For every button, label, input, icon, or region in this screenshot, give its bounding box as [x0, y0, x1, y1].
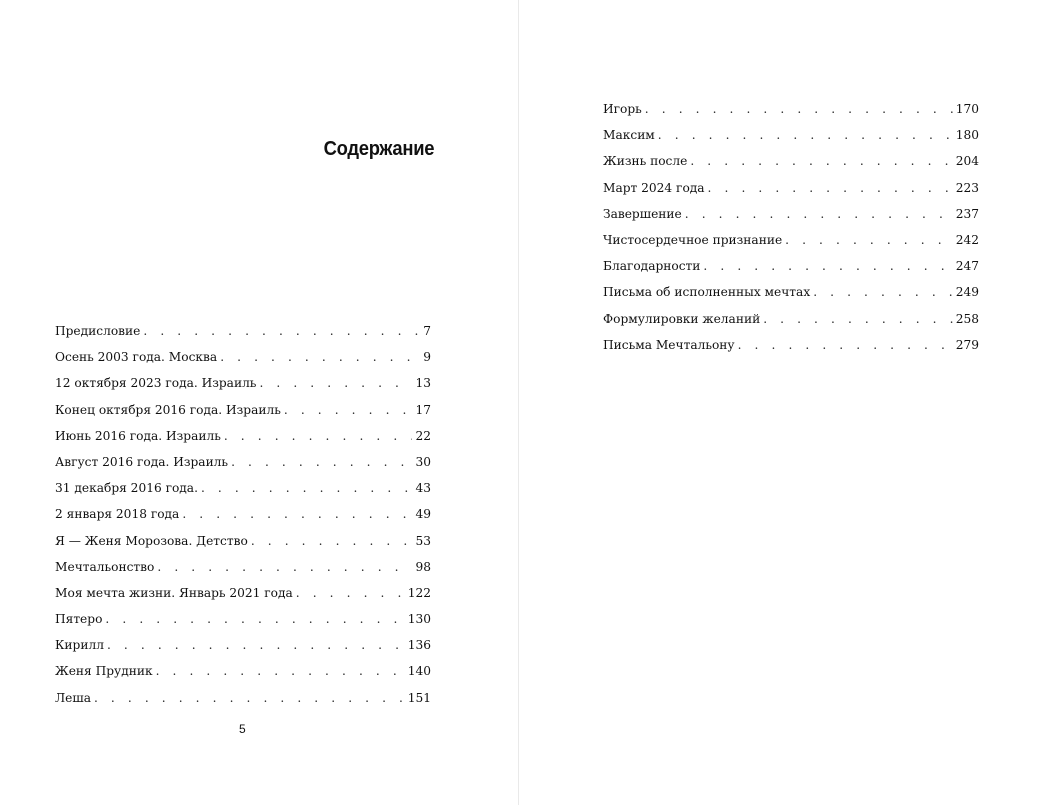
toc-entry-page: 170	[955, 102, 979, 116]
right-page	[519, 0, 1037, 805]
toc-entry	[55, 528, 431, 554]
toc-entry	[603, 306, 979, 332]
dot-leader	[708, 175, 953, 201]
toc-entry	[55, 449, 431, 475]
toc-entry-title: Женя Прудник	[55, 664, 153, 679]
page-number: 5	[239, 722, 246, 736]
toc-entry-title: 31 декабря 2016 года.	[55, 481, 198, 496]
dot-leader	[703, 253, 952, 279]
dot-leader	[107, 632, 405, 658]
toc-entry	[55, 658, 431, 684]
toc-entry-page: 279	[955, 337, 979, 352]
toc-entry-page: 237	[955, 206, 979, 221]
toc-entry-title: Формулировки желаний	[603, 311, 761, 326]
toc-list-left	[55, 318, 431, 711]
toc-entry-page: 17	[415, 402, 431, 417]
toc-entry-title: Конец октября 2016 года. Израиль	[55, 402, 281, 417]
toc-entry-title: Максим	[603, 128, 655, 143]
dot-leader	[685, 201, 953, 227]
toc-entry-title: Осень 2003 года. Москва	[55, 350, 218, 365]
toc-entry-page: 204	[955, 154, 979, 169]
toc-entry	[603, 279, 979, 305]
toc-entry	[603, 96, 979, 122]
toc-entry-title: Игорь	[603, 102, 642, 116]
toc-entry	[55, 397, 431, 423]
toc-entry-title: Март 2024 года	[603, 180, 705, 195]
dot-leader	[259, 370, 412, 396]
toc-entry	[55, 501, 431, 527]
toc-entry	[55, 475, 431, 501]
toc-entry-title: Кирилл	[55, 638, 104, 653]
toc-entry-title: Июнь 2016 года. Израиль	[55, 428, 221, 443]
toc-entry	[55, 344, 431, 370]
toc-entry-page: 43	[415, 481, 431, 496]
toc-entry	[55, 554, 431, 580]
toc-entry	[603, 148, 979, 174]
toc-entry-page: 9	[423, 350, 431, 365]
dot-leader	[813, 279, 953, 305]
toc-entry-page: 122	[407, 585, 431, 600]
toc-entry-title: Чистосердечное признание	[603, 232, 783, 247]
dot-leader	[785, 227, 953, 253]
toc-entry-page: 49	[415, 507, 431, 522]
toc-entry-page: 53	[415, 533, 431, 548]
toc-entry	[603, 332, 979, 358]
dot-leader	[296, 580, 405, 606]
toc-entry-title: Мечтальонство	[55, 559, 155, 574]
toc-entry-title: Письма об исполненных мечтах	[603, 285, 811, 300]
toc-entry-page: 180	[955, 128, 979, 143]
toc-entry-page: 140	[407, 664, 431, 679]
toc-entry	[603, 227, 979, 253]
toc-entry-title: 2 января 2018 года	[55, 507, 180, 522]
toc-entry-page: 242	[955, 232, 979, 247]
toc-entry-title: Моя мечта жизни. Январь 2021 года	[55, 585, 293, 600]
toc-entry-title: Август 2016 года. Израиль	[55, 454, 229, 469]
toc-entry	[603, 122, 979, 148]
toc-entry-title: Леша	[55, 690, 91, 705]
toc-entry	[603, 201, 979, 227]
page-title: Содержание	[323, 138, 434, 160]
toc-entry	[55, 370, 431, 396]
dot-leader	[94, 685, 405, 711]
toc-entry-page: 223	[955, 180, 979, 195]
toc-entry-page: 247	[955, 259, 979, 274]
toc-entry	[603, 175, 979, 201]
dot-leader	[763, 306, 953, 332]
dot-leader	[182, 501, 412, 527]
toc-entry	[55, 318, 431, 344]
toc-entry-title: Пятеро	[55, 612, 103, 627]
dot-leader	[156, 658, 405, 684]
toc-entry-page: 30	[415, 454, 431, 469]
toc-entry-title: Благодарности	[603, 259, 701, 274]
toc-list-right	[603, 96, 979, 358]
dot-leader	[645, 96, 953, 122]
toc-entry	[55, 606, 431, 632]
toc-entry	[55, 580, 431, 606]
toc-entry-title: Я — Женя Морозова. Детство	[55, 533, 248, 548]
dot-leader	[231, 449, 412, 475]
dot-leader	[738, 332, 953, 358]
toc-entry-title: Письма Мечтальону	[603, 337, 735, 352]
toc-entry	[55, 632, 431, 658]
toc-entry-page: 136	[407, 638, 431, 653]
toc-entry-page: 22	[415, 428, 431, 443]
dot-leader	[658, 122, 953, 148]
toc-entry	[55, 423, 431, 449]
dot-leader	[143, 318, 420, 344]
toc-entry-page: 98	[415, 559, 431, 574]
toc-entry-title: Завершение	[603, 206, 682, 221]
dot-leader	[201, 475, 413, 501]
toc-entry-page: 7	[423, 324, 431, 338]
dot-leader	[220, 344, 420, 370]
dot-leader	[157, 554, 412, 580]
toc-entry-page: 130	[407, 612, 431, 627]
dot-leader	[690, 148, 952, 174]
toc-entry-title: 12 октября 2023 года. Израиль	[55, 376, 257, 391]
toc-entry-title: Предисловие	[55, 324, 141, 338]
toc-entry-page: 151	[407, 690, 431, 705]
toc-entry	[55, 685, 431, 711]
toc-entry-page: 258	[955, 311, 979, 326]
left-page	[0, 0, 518, 805]
dot-leader	[251, 528, 413, 554]
dot-leader	[105, 606, 404, 632]
dot-leader	[224, 423, 413, 449]
toc-entry-page: 13	[415, 376, 431, 391]
toc-entry	[603, 253, 979, 279]
dot-leader	[284, 397, 413, 423]
toc-entry-page: 249	[955, 285, 979, 300]
toc-entry-title: Жизнь после	[603, 154, 688, 169]
